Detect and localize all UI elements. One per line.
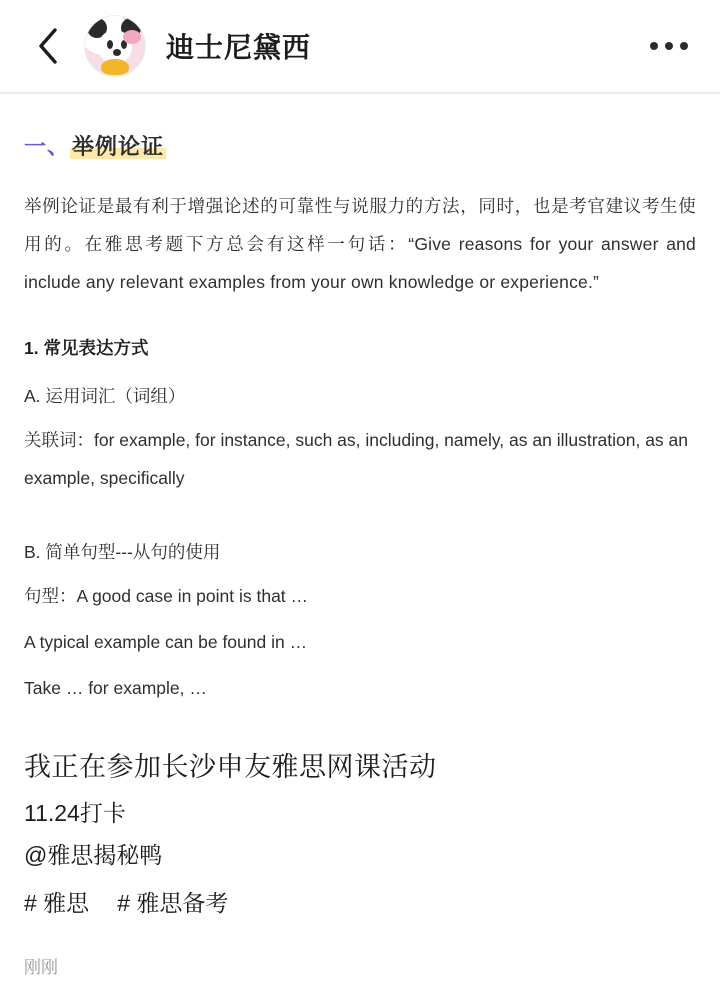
avatar-nose: [113, 49, 121, 56]
page-header: [0, 0, 720, 92]
more-options-button[interactable]: [644, 32, 694, 60]
avatar-eye-left: [107, 40, 113, 49]
post-tag-2[interactable]: # 雅思备考: [117, 890, 229, 916]
article-paragraph: 举例论证是最有利于增强论述的可靠性与说服力的方法，同时，也是考官建议考生使用的。在雅思考题下方总会有这样一句话：“Give reasons for your answer and include any relevant examples from your own knowledge or experience.”: [24, 196, 696, 292]
post-timestamp: 刚刚: [24, 958, 58, 977]
block-b-line-2: A typical example can be found in …: [24, 632, 308, 652]
section-number: 一、: [24, 134, 71, 159]
post-tag-1[interactable]: # 雅思: [24, 890, 90, 916]
section-title: 举例论证: [72, 134, 165, 159]
more-horizontal-icon-dot-1: [650, 42, 658, 50]
back-button[interactable]: [26, 24, 70, 68]
block-a-lead: 关联词：: [24, 430, 94, 450]
block-b-sentence-1: A good case in point is that …: [76, 586, 309, 606]
chevron-left-icon: [35, 26, 61, 66]
block-b-lead: 句型：: [24, 586, 77, 606]
more-horizontal-icon-dot-3: [680, 42, 688, 50]
post-line-2: 11.24打卡: [24, 800, 126, 826]
avatar-chin: [101, 59, 129, 75]
article-content: [0, 94, 720, 707]
avatar[interactable]: [84, 15, 146, 77]
post-title: 我正在参加长沙申友雅思网课活动: [24, 752, 437, 782]
post-tags: [24, 883, 696, 923]
more-horizontal-icon-dot-2: [665, 42, 673, 50]
post-caption: [0, 745, 720, 978]
block-spacer: [24, 497, 696, 521]
article-sub-heading: 1. 常见表达方式: [24, 338, 149, 358]
block-b-line-3: Take … for example, …: [24, 678, 207, 698]
block-a-text: [24, 421, 696, 497]
avatar-bow: [123, 30, 141, 44]
block-b-line-1: [24, 577, 696, 615]
page-title: 迪士尼黛西: [166, 32, 312, 63]
block-a-body: for example, for instance, such as, including, namely, as an illustration, as an example, specifically: [24, 430, 689, 488]
block-a-label: A. 运用词汇（词组）: [24, 386, 186, 406]
post-mention[interactable]: @雅思揭秘鸭: [24, 842, 163, 868]
section-heading: [24, 130, 166, 161]
block-b-label: B. 简单句型---从句的使用: [24, 542, 221, 562]
